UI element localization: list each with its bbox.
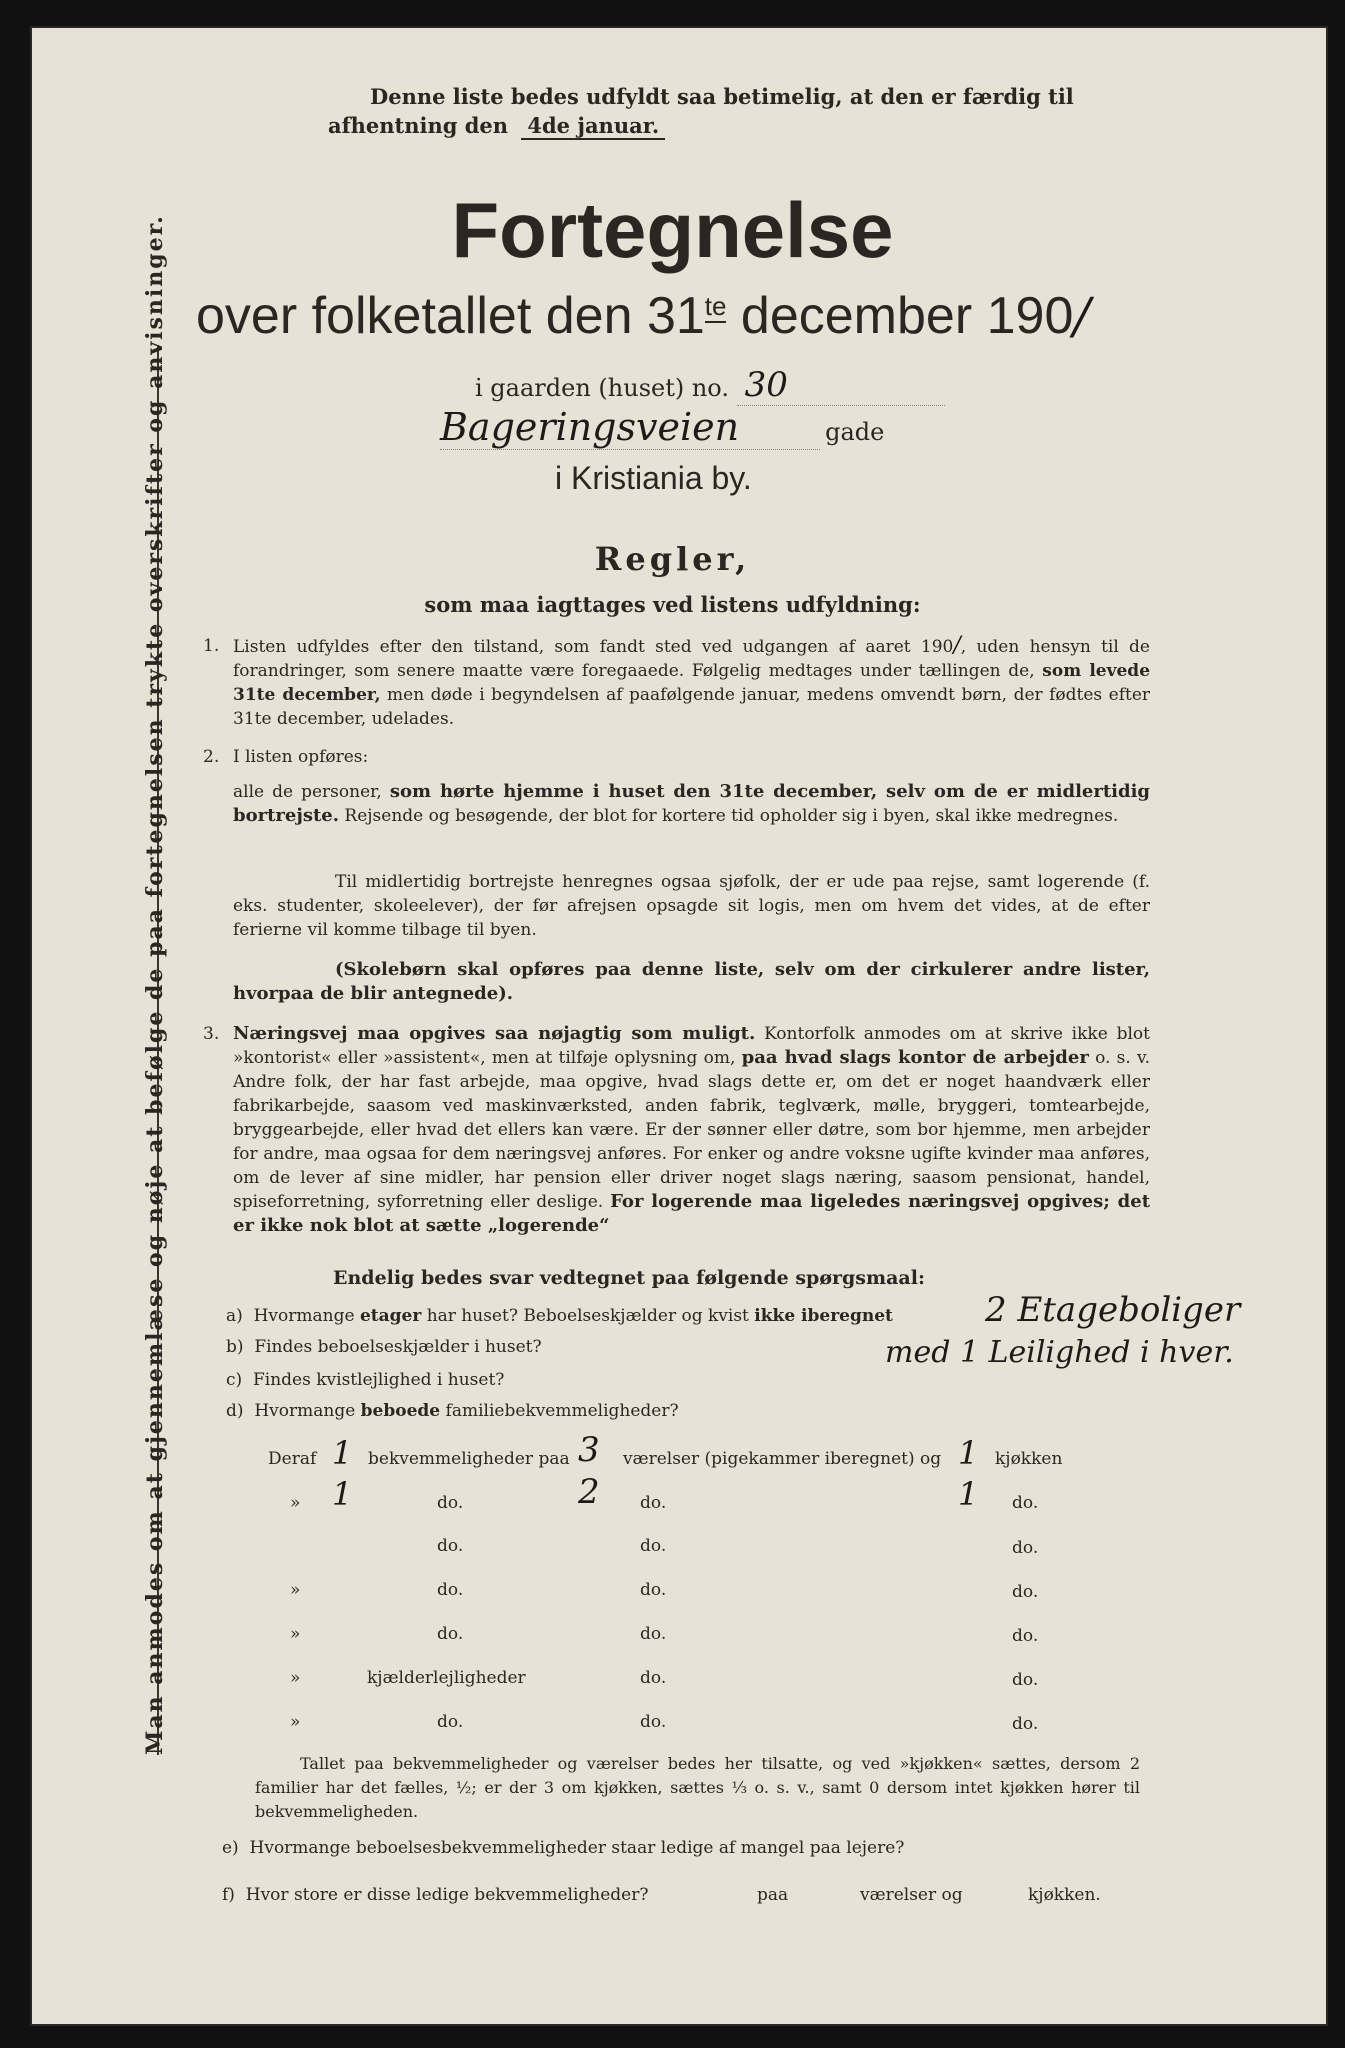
question-e-label: e) (222, 1838, 239, 1858)
street-suffix: gade (825, 418, 885, 446)
question-a-text-post: har huset? Beboelseskjælder og kvist (426, 1306, 749, 1326)
rule-3-bold-3: For logerende maa ligeledes næringsvej opgives; det er ikke nok blot at sætte „logerende“ (233, 1191, 1151, 1236)
rule-1-text-a: Listen udfyldes efter den tilstand, som fandt sted ved udgangen af aaret 190 (233, 637, 954, 657)
rule-2-text-b: alle de personer, (233, 782, 382, 802)
question-a (226, 1306, 893, 1326)
rule-2-bortrejste: Til midlertidig bortrejste henregnes ogsaa sjøfolk, der er ude paa rejse, samt logerende (f. eks. studenter, skoleelever), der før afrejsen opsagde sit logis, men om hvem det vides, at de efter ferierne vil komme tilbage til byen. (233, 872, 1150, 940)
question-f-vaerelser: værelser og (860, 1885, 963, 1905)
table-do: do. (1012, 1582, 1039, 1602)
subtitle-suffix: december 190 (740, 287, 1074, 345)
rule-2-body (233, 780, 1150, 828)
rule-3 (233, 1022, 1150, 1238)
subtitle (196, 286, 1090, 346)
question-d-label: d) (226, 1401, 244, 1421)
rules-title: Regler, (594, 540, 751, 578)
question-d-text-post: familiebekvemmeligheder? (445, 1401, 679, 1421)
rule-1-text-c: men døde i begyndelsen af paafølgende januar, medens omvendt børn, der fødtes efter 31te december, udelades. (233, 685, 1151, 729)
rule-1-bold: som levede 31te december, (233, 661, 1151, 705)
table-do: do. (1012, 1670, 1039, 1690)
table-ditto: » (290, 1668, 301, 1688)
question-c-label: c) (226, 1370, 243, 1390)
subtitle-year-handwritten: / (1073, 287, 1091, 345)
question-a-label: a) (226, 1306, 243, 1326)
table-row-2-rooms: 2 (578, 1472, 600, 1512)
question-d (226, 1401, 679, 1421)
table-ditto: » (290, 1580, 301, 1600)
table-note: Tallet paa bekvemmeligheder og værelser bedes her tilsatte, og ved »kjøkken« sættes, dersom 2 familier har det fælles, ½; er der 3 om kjøkken, sættes ⅓ o. s. v., samt 0 dersom intet kjøkken hører til bekvemmeligheden. (255, 1754, 1140, 1821)
gaard-line (475, 365, 945, 406)
table-deraf: Deraf (268, 1449, 317, 1469)
table-do: do. (640, 1624, 667, 1644)
rule-3-text-b: o. s. v. Andre folk, der har fast arbejde, maa opgive, hvad slags dette er, om det er noget haandværk eller fabrikarbejde, saasom ved maskinværksted, anden fabrik, teglværk, mølle, bryggeri, tomtearbejde, bryggearbejde, eller hvad det ellers kan være. Er der sønner eller døtre, som bor hjemme, men arbejder for andre, maa ogsaa for dem næringsvej anføres. For enker og andre voksne ugifte kvinder maa anføres, om de lever af sine midler, har pension eller driver noget slags næring, saasom pensionat, handel, spiseforretning, syforretning eller deslige. (233, 1048, 1151, 1212)
question-e (222, 1838, 904, 1858)
question-f-text: Hvor store er disse ledige bekvemmeligheder? (245, 1885, 649, 1905)
rule-3-bold-2: paa hvad slags kontor de arbejder (741, 1047, 1089, 1068)
table-ditto: » (290, 1712, 301, 1732)
question-c-text: Findes kvistlejlighed i huset? (252, 1370, 505, 1390)
table-row-1-kitchen: 1 (958, 1434, 979, 1472)
table-ditto: » (290, 1624, 301, 1644)
question-b (226, 1337, 542, 1357)
rules-subtitle: som maa iagttages ved listens udfyldning: (424, 592, 921, 617)
question-e-text: Hvormange beboelsesbekvemmeligheder staar ledige af mangel paa lejere? (249, 1838, 905, 1858)
table-do: do. (640, 1712, 667, 1732)
rule-2-intro: I listen opføres: (233, 747, 369, 767)
question-f-kjokken: kjøkken. (1028, 1885, 1101, 1905)
table-do: do. (437, 1712, 464, 1732)
notice-line-2-prefix: afhentning den (328, 113, 509, 138)
subtitle-sup: te (704, 290, 727, 321)
table-header-bekvem: bekvemmeligheder paa (368, 1449, 570, 1469)
page-title: Fortegnelse (451, 186, 894, 274)
table-kjaelder: kjælderlejligheder (367, 1668, 526, 1688)
rule-2-skoleborn: (Skolebørn skal opføres paa denne liste, selv om der cirkulerer andre lister, hvorpaa de blir antegnede). (233, 959, 1150, 1004)
question-f (222, 1885, 648, 1905)
question-d-bold: beboede (360, 1401, 441, 1421)
table-do: do. (640, 1493, 667, 1513)
notice-date: 4de januar. (521, 113, 665, 140)
table-ditto: » (290, 1493, 301, 1513)
gaard-number: 30 (737, 365, 945, 406)
question-a-text-pre: Hvormange (253, 1306, 355, 1326)
question-c (226, 1370, 504, 1390)
rule-3-text-a: Kontorfolk anmodes om at skrive ikke blot »kontorist« eller »assistent«, men at tilføje oplysning om, (233, 1024, 1150, 1068)
question-b-label: b) (226, 1337, 244, 1357)
table-row-1-rooms: 3 (578, 1430, 600, 1470)
table-do: do. (437, 1493, 464, 1513)
question-d-text-pre: Hvormange (254, 1401, 356, 1421)
question-f-paa: paa (757, 1885, 789, 1905)
table-row-2-kitchen: 1 (958, 1475, 979, 1513)
rule-2-text-c: Rejsende og besøgende, der blot for kortere tid opholder sig i byen, skal ikke medregnes. (344, 806, 1119, 826)
street-line (440, 405, 884, 450)
answer-a-handwritten: 2 Etageboliger (985, 1290, 1241, 1330)
notice-line-2 (328, 113, 665, 138)
notice-line-1: Denne liste bedes udfyldt saa betimelig, at den er færdig til (370, 84, 1074, 109)
table-do: do. (640, 1668, 667, 1688)
table-do: do. (1012, 1493, 1039, 1513)
table-do: do. (640, 1536, 667, 1556)
table-do: do. (437, 1624, 464, 1644)
subtitle-prefix: over folketallet den 31 (196, 287, 705, 345)
question-b-text: Findes beboelseskjælder i huset? (254, 1337, 542, 1357)
rule-2-number: 2. (203, 747, 220, 767)
rule-3-number: 3. (203, 1024, 220, 1044)
table-do: do. (437, 1536, 464, 1556)
question-f-label: f) (222, 1885, 235, 1905)
rule-1-text-b: , uden hensyn til de forandringer, som senere maatte være foregaaede. Følgelig medtages under tællingen de, (233, 637, 1150, 681)
table-do: do. (1012, 1538, 1039, 1558)
question-a-bold: etager (359, 1306, 422, 1326)
street-name-handwritten: Bageringsveien (440, 405, 820, 450)
questions-intro: Endelig bedes svar vedtegnet paa følgende spørgsmaal: (333, 1267, 925, 1289)
side-instruction-note: Man anmodes om at gjennemlæse og nøje at befølge de paa fortegnelsen trykte overskrifter og anvisninger. (142, 214, 168, 1755)
question-a-bold-2: ikke iberegnet (754, 1306, 893, 1326)
rule-1 (233, 634, 1150, 731)
table-row-1-count: 1 (332, 1434, 353, 1472)
answer-b-handwritten: med 1 Leilighed i hver. (885, 1335, 1234, 1370)
rule-2-bold: som hørte hjemme i huset den 31te december, selv om de er midlertidig bortrejste. (233, 781, 1150, 826)
table-header-vaerelser: værelser (pigekammer iberegnet) og (623, 1449, 942, 1469)
rule-3-bold-1: Næringsvej maa opgives saa nøjagtig som muligt. (233, 1023, 756, 1044)
city-line: i Kristiania by. (555, 460, 752, 496)
rule-1-number: 1. (203, 636, 220, 656)
table-row-2-count: 1 (332, 1475, 353, 1513)
table-do: do. (1012, 1714, 1039, 1734)
table-do: do. (437, 1580, 464, 1600)
table-do: do. (640, 1580, 667, 1600)
gaard-label: i gaarden (huset) no. (475, 374, 729, 402)
rule-1-handwritten: / (953, 633, 961, 658)
table-header-kjokken: kjøkken (995, 1449, 1063, 1469)
table-do: do. (1012, 1626, 1039, 1646)
